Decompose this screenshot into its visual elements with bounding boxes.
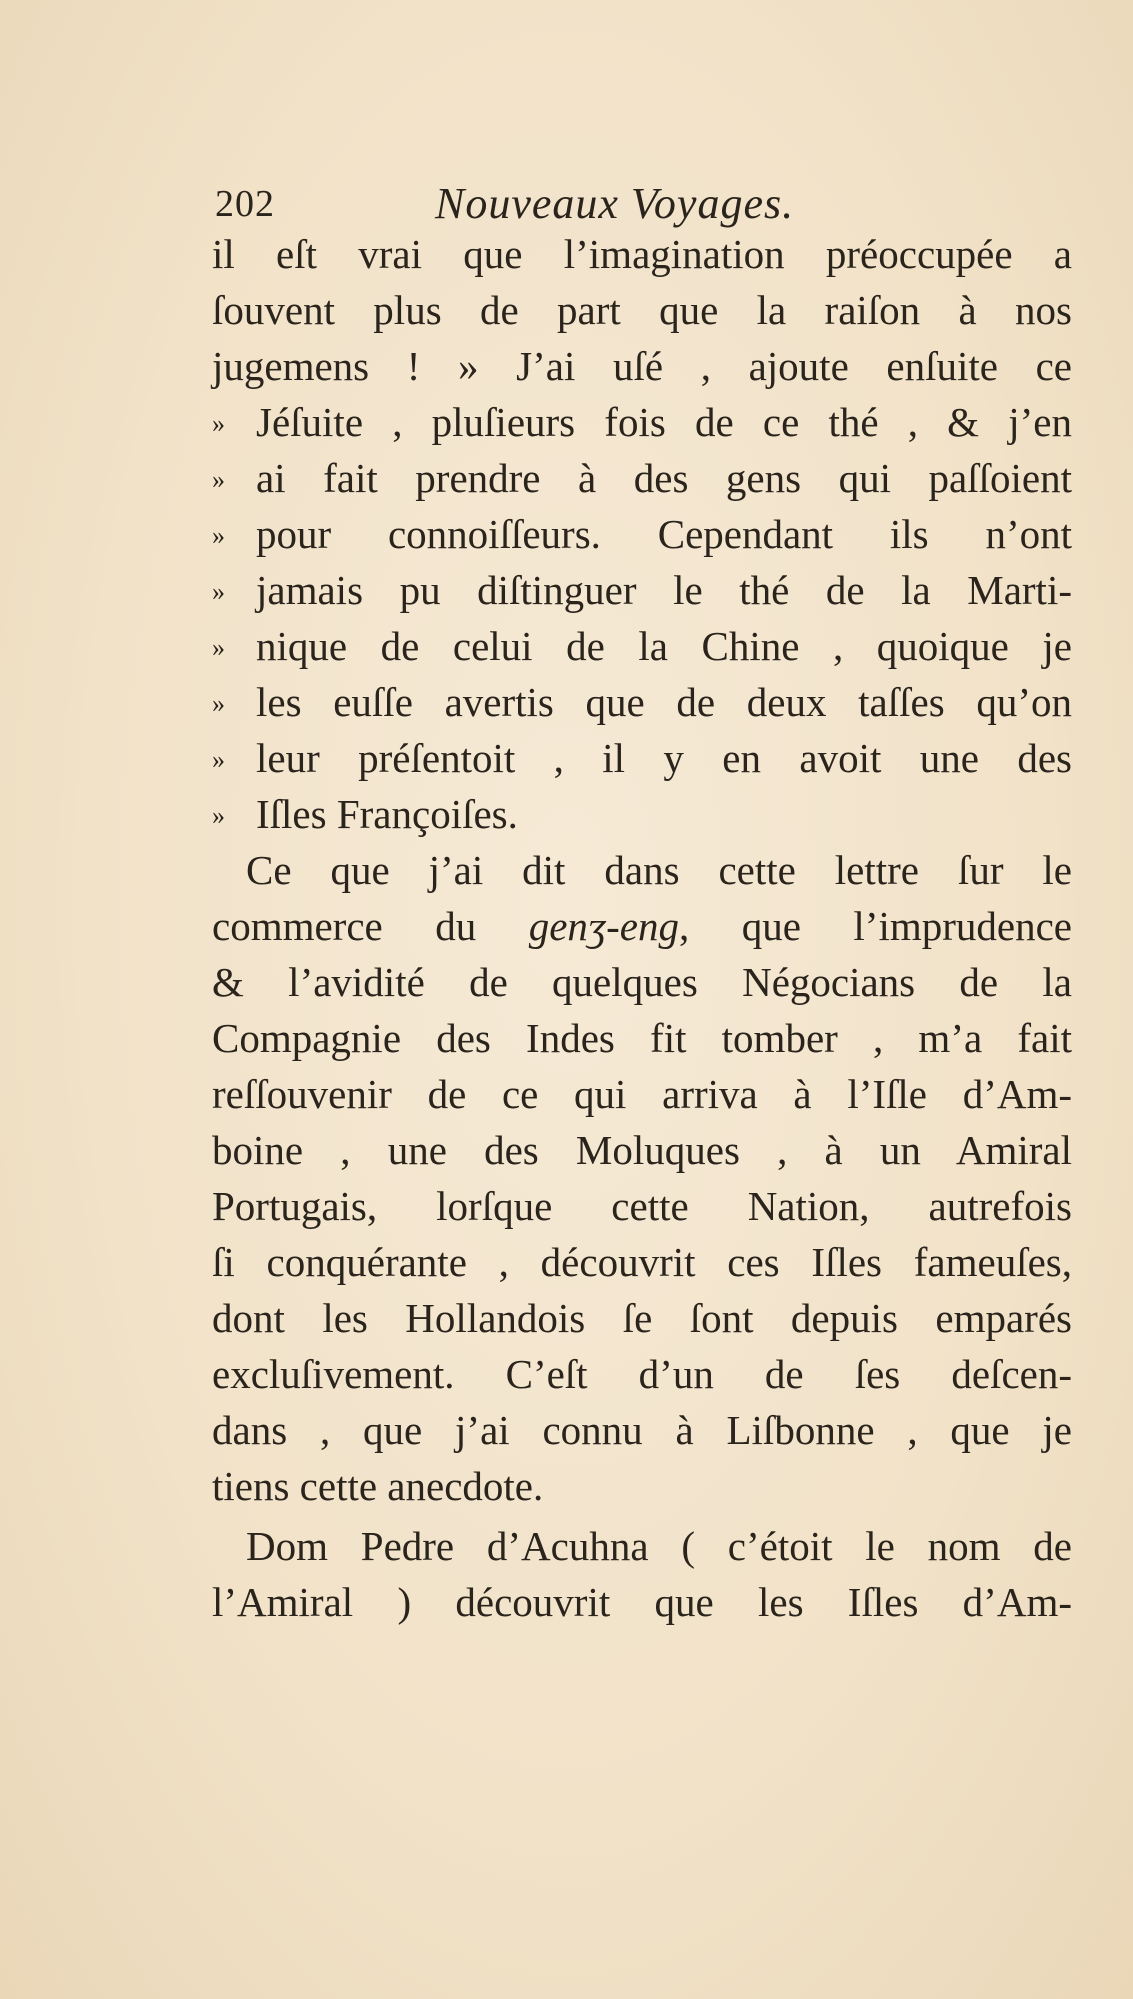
text-line: excluſivement. C’eſt d’un de ſes deſcen-	[212, 1351, 1072, 1397]
text-fragment: commerce du	[212, 903, 529, 949]
quote-line	[212, 394, 1072, 450]
paragraph	[212, 842, 1072, 1514]
quote-text: leur préſentoit , il y en avoit une des	[256, 735, 1072, 781]
text-line: reſſouvenir de ce qui arriva à l’Iſle d’Am-	[212, 1071, 1072, 1117]
text-line: boine , une des Moluques , à un Amiral	[212, 1127, 1072, 1173]
quotation-block	[212, 394, 1072, 842]
quote-line	[212, 674, 1072, 730]
quote-text: nique de celui de la Chine , quoique je	[256, 623, 1072, 669]
paragraph	[212, 1518, 1072, 1630]
text-line: tiens cette anecdote.	[212, 1463, 544, 1509]
guillemet: »	[212, 633, 225, 662]
paragraph-continuation	[212, 226, 1072, 394]
text-line: dans , que j’ai connu à Liſbonne , que je	[212, 1407, 1072, 1453]
running-title: Nouveaux Voyages.	[435, 179, 795, 228]
body-text	[212, 226, 1072, 1630]
guillemet: »	[212, 577, 225, 606]
running-head	[215, 174, 1075, 234]
text-line: ſi conquérante , découvrit ces Iſles fameuſes,	[212, 1239, 1072, 1285]
guillemet: »	[212, 745, 225, 774]
text-line: ſouvent plus de part que la raiſon à nos	[212, 287, 1072, 333]
quote-line	[212, 618, 1072, 674]
guillemet: »	[212, 409, 225, 438]
text-line: l’Amiral ) découvrit que les Iſles d’Am-	[212, 1579, 1072, 1625]
text-line: dont les Hollandois ſe ſont depuis emparés	[212, 1295, 1072, 1341]
guillemet: »	[212, 465, 225, 494]
quote-text: Jéſuite , pluſieurs fois de ce thé , & j’en	[256, 399, 1072, 445]
guillemet: »	[212, 689, 225, 718]
text-line: & l’avidité de quelques Négocians de la	[212, 959, 1072, 1005]
quote-line	[212, 786, 1072, 842]
quote-line	[212, 562, 1072, 618]
text-fragment: , que l’imprudence	[678, 903, 1072, 949]
guillemet: »	[212, 801, 225, 830]
quote-text: Iſles Françoiſes.	[256, 791, 518, 837]
text-line: jugemens ! » J’ai uſé , ajoute enſuite ce	[212, 343, 1072, 389]
quote-text: pour connoiſſeurs. Cependant ils n’ont	[256, 511, 1072, 557]
page-number: 202	[215, 183, 275, 225]
quote-line	[212, 730, 1072, 786]
italic-term: genʒ-eng	[528, 903, 679, 949]
text-line: Compagnie des Indes fit tomber , m’a fait	[212, 1015, 1072, 1061]
text-line: il eſt vrai que l’imagination préoccupée a	[212, 231, 1072, 277]
text-line	[212, 898, 1072, 954]
quote-text: ai fait prendre à des gens qui paſſoient	[256, 455, 1072, 501]
text-line: Dom Pedre d’Acuhna ( c’étoit le nom de	[246, 1523, 1072, 1569]
text-line: Ce que j’ai dit dans cette lettre ſur le	[246, 847, 1072, 893]
quote-text: jamais pu diſtinguer le thé de la Marti-	[256, 567, 1072, 613]
quote-line	[212, 450, 1072, 506]
quote-line	[212, 506, 1072, 562]
guillemet: »	[212, 521, 225, 550]
text-line: Portugais, lorſque cette Nation, autrefois	[212, 1183, 1072, 1229]
quote-text: les euſſe avertis que de deux taſſes qu’on	[256, 679, 1072, 725]
